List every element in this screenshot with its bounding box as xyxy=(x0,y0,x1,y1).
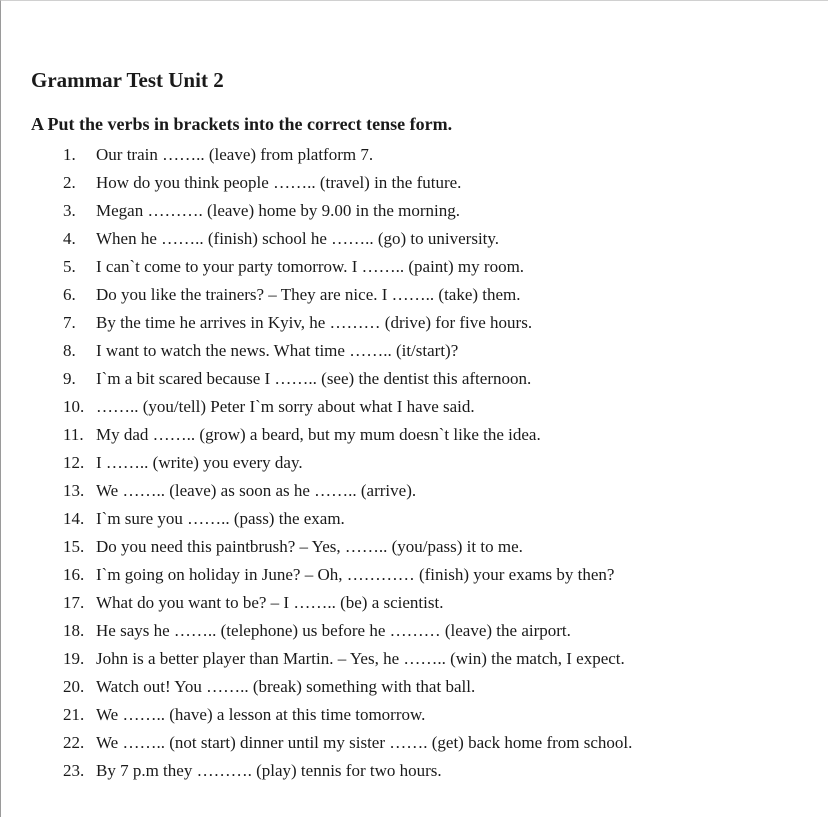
question-number: 20. xyxy=(63,677,85,696)
question-text: I`m going on holiday in June? – Oh, ………… (finish) your exams by then? xyxy=(96,565,615,584)
question-text: When he …….. (finish) school he …….. (go) to university. xyxy=(96,229,500,248)
question-text: He says he …….. (telephone) us before he ……… (leave) the airport. xyxy=(96,621,571,640)
question-text: John is a better player than Martin. – Yes, he …….. (win) the match, I expect. xyxy=(96,649,625,668)
question-text: I`m a bit scared because I …….. (see) the dentist this afternoon. xyxy=(96,369,532,388)
question-number: 14. xyxy=(63,509,85,528)
question-number: 4. xyxy=(63,229,76,248)
question-text: Do you need this paintbrush? – Yes, …….. (you/pass) it to me. xyxy=(96,537,523,556)
question-text: We …….. (not start) dinner until my sister ……. (get) back home from school. xyxy=(96,733,633,752)
question-number: 8. xyxy=(63,341,76,360)
section-a-heading: A Put the verbs in brackets into the correct tense form. xyxy=(31,114,453,134)
question-text: Megan ………. (leave) home by 9.00 in the morning. xyxy=(96,201,461,220)
question-number: 23. xyxy=(63,761,85,780)
question-text: Watch out! You …….. (break) something with that ball. xyxy=(96,677,476,696)
question-number: 15. xyxy=(63,537,85,556)
question-number: 2. xyxy=(63,173,76,192)
question-number: 16. xyxy=(63,565,85,584)
question-number: 1. xyxy=(63,145,76,164)
page-title: Grammar Test Unit 2 xyxy=(31,68,224,92)
question-text: We …….. (have) a lesson at this time tomorrow. xyxy=(96,705,426,724)
question-text: I want to watch the news. What time …….. (it/start)? xyxy=(96,341,459,360)
question-number: 11. xyxy=(63,425,84,444)
question-text: By 7 p.m they ………. (play) tennis for two hours. xyxy=(96,761,442,780)
question-text: What do you want to be? – I …….. (be) a scientist. xyxy=(96,593,444,612)
question-number: 22. xyxy=(63,733,85,752)
question-number: 10. xyxy=(63,397,85,416)
question-number: 7. xyxy=(63,313,76,332)
question-number: 17. xyxy=(63,593,85,612)
question-text: I can`t come to your party tomorrow. I …….. (paint) my room. xyxy=(96,257,525,276)
question-text: How do you think people …….. (travel) in the future. xyxy=(96,173,462,192)
question-text: I`m sure you …….. (pass) the exam. xyxy=(96,509,345,528)
question-text: My dad …….. (grow) a beard, but my mum doesn`t like the idea. xyxy=(96,425,541,444)
question-text: …….. (you/tell) Peter I`m sorry about what I have said. xyxy=(96,397,475,416)
question-number: 19. xyxy=(63,649,85,668)
question-number: 9. xyxy=(63,369,76,388)
question-number: 12. xyxy=(63,453,85,472)
question-text: I …….. (write) you every day. xyxy=(96,453,303,472)
question-number: 5. xyxy=(63,257,76,276)
question-number: 13. xyxy=(63,481,85,500)
question-text: We …….. (leave) as soon as he …….. (arrive). xyxy=(96,481,417,500)
question-text: By the time he arrives in Kyiv, he ……… (drive) for five hours. xyxy=(96,313,533,332)
question-number: 21. xyxy=(63,705,85,724)
question-number: 18. xyxy=(63,621,85,640)
question-number: 3. xyxy=(63,201,76,220)
question-text: Do you like the trainers? – They are nice. I …….. (take) them. xyxy=(96,285,521,304)
question-number: 6. xyxy=(63,285,76,304)
question-text: Our train …….. (leave) from platform 7. xyxy=(96,145,374,164)
